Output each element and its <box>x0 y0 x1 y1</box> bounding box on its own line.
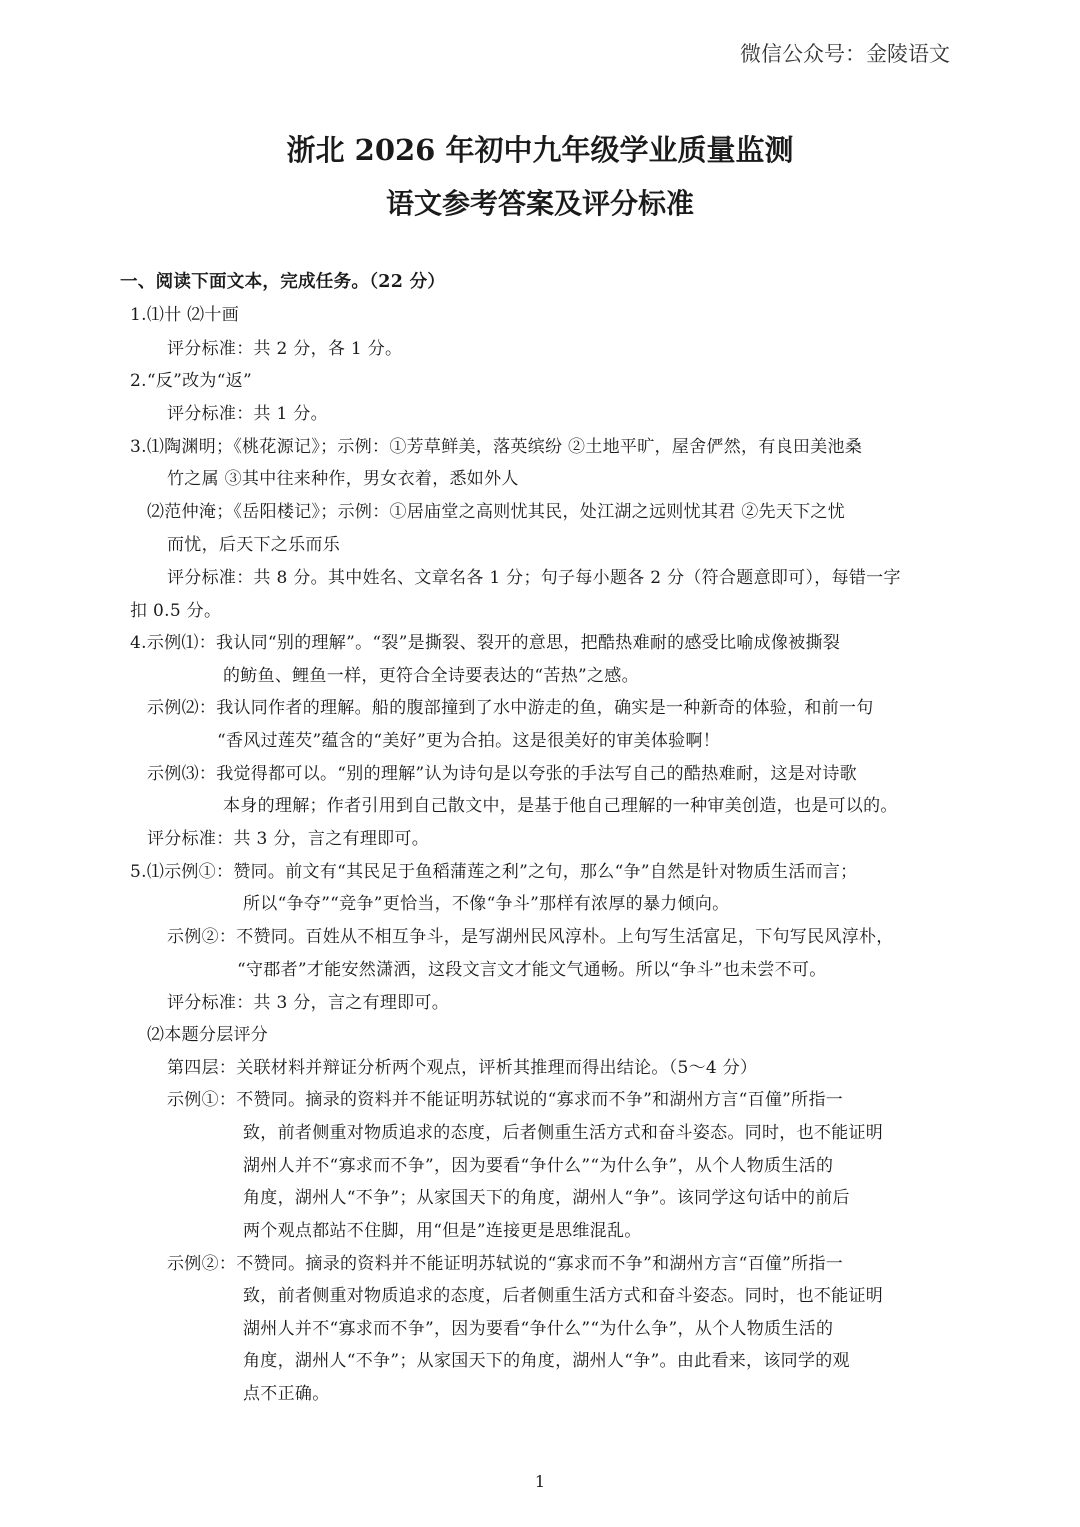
wechat-watermark: 微信公众号：金陵语文 <box>740 42 950 66</box>
answer-line: 示例②：不赞同。百姓从不相互争斗，是写湖州民风淳朴。上句写生活富足，下句写民风淳朴， <box>167 927 894 947</box>
answer-line: 致，前者侧重对物质追求的态度，后者侧重生活方式和奋斗姿态。同时，也不能证明 <box>243 1123 884 1143</box>
answer-line: ⑵范仲淹；《岳阳楼记》；示例：①居庙堂之高则忧其民，处江湖之远则忧其君 ②先天下之忧 <box>147 502 846 522</box>
scoring-line: 评分标准：共 1 分。 <box>167 404 328 424</box>
answer-line: 示例⑵：我认同作者的理解。船的腹部撞到了水中游走的鱼，确实是一种新奇的体验，和前一句 <box>147 698 874 718</box>
answer-line: 3.⑴陶渊明；《桃花源记》；示例：①芳草鲜美，落英缤纷 ②土地平旷，屋舍俨然，有良田美池桑 <box>130 437 863 457</box>
answer-line: 而忧，后天下之乐而乐 <box>167 535 340 555</box>
answer-line: 两个观点都站不住脚，用“但是”连接更是思维混乱。 <box>243 1221 642 1241</box>
scoring-line: 评分标准：共 3 分，言之有理即可。 <box>167 993 450 1013</box>
answer-line: 致，前者侧重对物质追求的态度，后者侧重生活方式和奋斗姿态。同时，也不能证明 <box>243 1286 884 1306</box>
scoring-line: 评分标准：共 2 分，各 1 分。 <box>167 339 403 359</box>
section-heading: 一、阅读下面文本，完成任务。（22 分） <box>120 272 446 292</box>
answer-line: “香风过莲芡”蕴含的“美好”更为合拍。这是很美好的审美体验啊！ <box>217 731 721 751</box>
answer-line: 角度，湖州人“不争”；从家国天下的角度，湖州人“争”。由此看来，该同学的观 <box>243 1351 850 1371</box>
answer-line: 湖州人并不“寡求而不争”，因为要看“争什么”“为什么争”，从个人物质生活的 <box>243 1156 834 1176</box>
answer-line: 4.示例⑴：我认同“别的理解”。“裂”是撕裂、裂开的意思，把酷热难耐的感受比喻成像被撕裂 <box>130 633 841 653</box>
scoring-line: 评分标准：共 8 分。其中姓名、文章名各 1 分；句子每小题各 2 分（符合题意即可），每错一字 <box>167 568 901 588</box>
scoring-line: 评分标准：共 3 分，言之有理即可。 <box>147 829 430 849</box>
answer-line: 本身的理解；作者引用到自己散文中，是基于他自己理解的一种审美创造，也是可以的。 <box>223 796 898 816</box>
document-title: 浙北 2026 年初中九年级学业质量监测 <box>286 133 794 167</box>
answer-line: ⑵本题分层评分 <box>147 1025 269 1045</box>
page-number: 1 <box>534 1472 546 1491</box>
answer-line: 第四层：关联材料并辩证分析两个观点，评析其推理而得出结论。（5～4 分） <box>167 1058 758 1078</box>
answer-line: 的鲂鱼、鲤鱼一样，更符合全诗要表达的“苦热”之感。 <box>223 666 639 686</box>
answer-line: 示例②：不赞同。摘录的资料并不能证明苏轼说的“寡求而不争”和湖州方言“百僮”所指一 <box>167 1254 844 1274</box>
answer-line: 所以“争夺”“竞争”更恰当，不像“争斗”那样有浓厚的暴力倾向。 <box>243 894 730 914</box>
answer-line: 竹之属 ③其中往来种作，男女衣着，悉如外人 <box>167 469 519 489</box>
answer-line: “守郡者”才能安然潇洒，这段文言文才能文气通畅。所以“争斗”也未尝不可。 <box>237 960 827 980</box>
answer-line: 角度，湖州人“不争”；从家国天下的角度，湖州人“争”。该同学这句话中的前后 <box>243 1188 850 1208</box>
answer-line: 5.⑴示例①：赞同。前文有“其民足于鱼稻蒲莲之利”之句，那么“争”自然是针对物质生活而言； <box>130 862 858 882</box>
document-subtitle: 语文参考答案及评分标准 <box>385 187 694 220</box>
answer-line: 2.“反”改为“返” <box>130 371 252 391</box>
answer-line: 示例⑶：我觉得都可以。“别的理解”认为诗句是以夸张的手法写自己的酷热难耐，这是对诗歌 <box>147 764 857 784</box>
answer-line: 1.⑴卄 ⑵十画 <box>130 305 240 325</box>
answer-line: 湖州人并不“寡求而不争”，因为要看“争什么”“为什么争”，从个人物质生活的 <box>243 1319 834 1339</box>
answer-line: 示例①：不赞同。摘录的资料并不能证明苏轼说的“寡求而不争”和湖州方言“百僮”所指一 <box>167 1090 844 1110</box>
scoring-line: 扣 0.5 分。 <box>130 601 222 621</box>
answer-line: 点不正确。 <box>243 1384 330 1404</box>
